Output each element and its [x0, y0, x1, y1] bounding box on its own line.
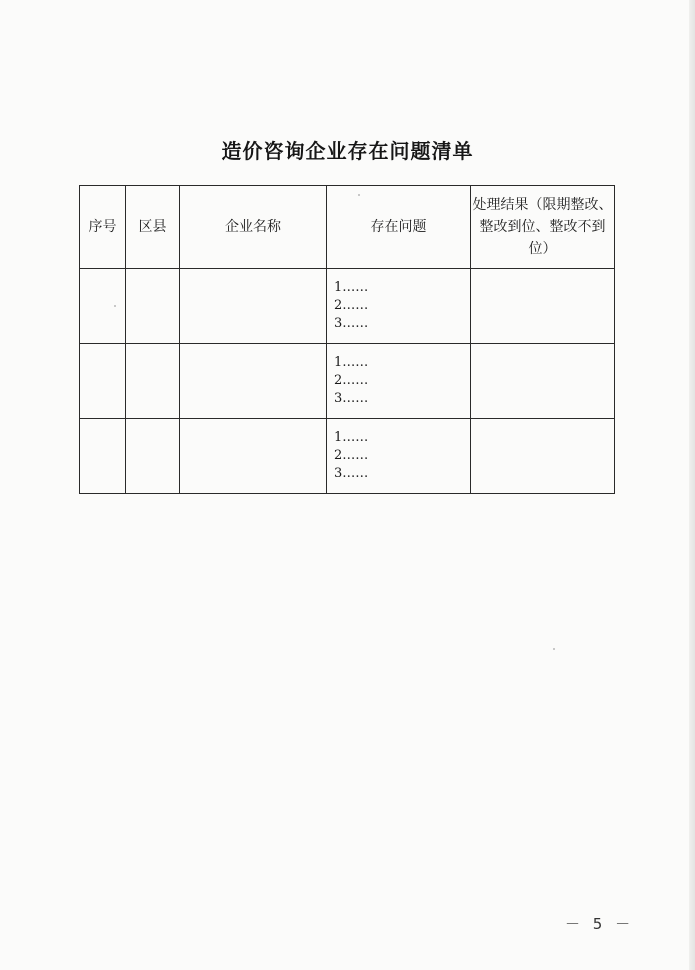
header-issues: 存在问题	[327, 186, 471, 269]
issue-item: 1……	[334, 430, 369, 445]
cell-handling-result	[471, 419, 615, 494]
cell-district	[126, 269, 180, 344]
issue-item: 2……	[334, 298, 369, 313]
cell-issues	[327, 419, 471, 494]
cell-issues	[327, 344, 471, 419]
cell-company-name	[180, 344, 327, 419]
header-company-name: 企业名称	[180, 186, 327, 269]
issues-table	[79, 185, 615, 494]
table-row	[80, 419, 615, 494]
cell-serial-number	[80, 344, 126, 419]
cell-serial-number	[80, 419, 126, 494]
header-district: 区县	[126, 186, 180, 269]
cell-handling-result	[471, 344, 615, 419]
header-serial-number: 序号	[80, 186, 126, 269]
cell-district	[126, 344, 180, 419]
issue-item: 3……	[334, 466, 369, 481]
page-number: － 5 －	[565, 915, 635, 933]
table-row	[80, 344, 615, 419]
cell-handling-result	[471, 269, 615, 344]
scan-speck	[553, 648, 555, 650]
issue-item: 2……	[334, 448, 369, 463]
table-header-row	[80, 186, 615, 269]
issue-item: 3……	[334, 316, 369, 331]
cell-serial-number	[80, 269, 126, 344]
issue-item: 2……	[334, 373, 369, 388]
table-row	[80, 269, 615, 344]
issue-item: 3……	[334, 391, 369, 406]
cell-company-name	[180, 419, 327, 494]
cell-district	[126, 419, 180, 494]
issue-item: 1……	[334, 355, 369, 370]
cell-company-name	[180, 269, 327, 344]
cell-issues	[327, 269, 471, 344]
header-handling-result: 处理结果（限期整改、整改到位、整改不到位）	[471, 186, 615, 269]
issue-item: 1……	[334, 280, 369, 295]
page-title: 造价咨询企业存在问题清单	[221, 139, 474, 163]
